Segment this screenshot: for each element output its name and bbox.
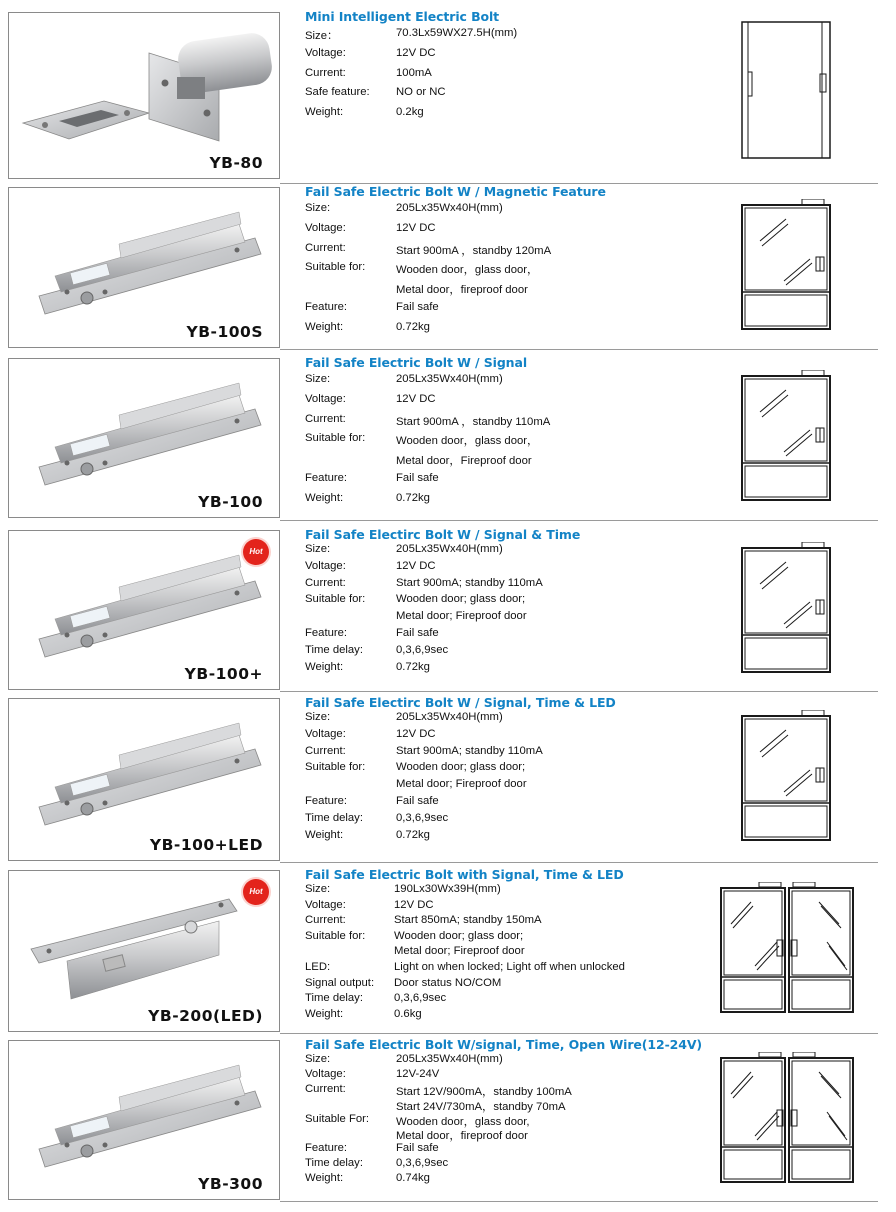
spec-value: 0.2kg (396, 106, 424, 119)
spec-value: Start 900mA; standby 110mA (396, 744, 543, 757)
spec-value: 205Lx35Wx40H(mm) (396, 711, 503, 723)
product-4 (0, 527, 896, 690)
spec-value: Metal door; Fireproof door (396, 610, 527, 623)
bolt-body-shape (149, 31, 274, 141)
spec-label: Size: (305, 373, 331, 385)
spec-label: Suitable for: (305, 593, 366, 606)
product-photo (8, 187, 280, 348)
spec-label: Weight: (305, 660, 344, 673)
model-number: YB-100+ (184, 665, 263, 683)
spec-label: Voltage: (305, 898, 346, 911)
spec-label: Size: (305, 883, 331, 895)
spec-label: Size： (305, 30, 339, 42)
spec-label: Size: (305, 1053, 331, 1065)
spec-value: 12V DC (396, 727, 436, 740)
spec-label: Voltage: (305, 221, 346, 234)
section-divider (280, 183, 878, 184)
spec-value: 100mA (396, 66, 432, 79)
hot-badge: Hot (243, 539, 269, 565)
spec-value: 190Lx30Wx39H(mm) (394, 883, 501, 895)
single-door-diagram (740, 199, 834, 331)
spec-value: Start 12V/900mA，standby 100mA (396, 1085, 572, 1098)
spec-value: 12V DC (396, 559, 436, 572)
spec-label: Feature: (305, 300, 348, 313)
spec-label: Suitable For: (305, 1112, 370, 1125)
product-title: Fail Safe Electric Bolt with Signal, Time & LED (305, 867, 624, 882)
spec-value: Fail safe (396, 626, 439, 639)
bolt-body-shape (31, 899, 237, 999)
spec-label: Suitable for: (305, 261, 366, 274)
spec-value: Fail safe (396, 794, 439, 807)
spec-label: Weight: (305, 106, 344, 119)
spec-label: Time delay: (305, 643, 363, 656)
spec-value: 205Lx35Wx40H(mm) (396, 1053, 503, 1065)
spec-label: Size: (305, 543, 331, 555)
spec-label: Current: (305, 914, 346, 927)
spec-label: Weight: (305, 1007, 344, 1020)
spec-label: Time delay: (305, 992, 363, 1005)
spec-label: Voltage: (305, 46, 346, 59)
product-7 (0, 1037, 896, 1200)
section-divider (280, 691, 878, 692)
spec-label: Size: (305, 711, 331, 723)
spec-value: 205Lx35Wx40H(mm) (396, 202, 503, 214)
spec-value: Wooden door，glass door, (396, 1115, 530, 1128)
product-1 (0, 9, 896, 179)
spec-value: 205Lx35Wx40H(mm) (396, 373, 503, 385)
spec-label: Voltage: (305, 392, 346, 405)
spec-label: Current: (305, 241, 346, 254)
spec-value: 12V DC (394, 898, 434, 911)
double-door-diagram (719, 1052, 855, 1184)
section-divider (280, 349, 878, 350)
single-door-diagram (740, 370, 834, 502)
model-number: YB-200(LED) (148, 1007, 263, 1025)
spec-label: Weight: (305, 491, 344, 504)
spec-value: Start 24V/730mA，standby 70mA (396, 1100, 566, 1113)
spec-value: 0.74kg (396, 1172, 430, 1185)
spec-value: 70.3Lx59WX27.5H(mm) (396, 27, 518, 39)
spec-value: 205Lx35Wx40H(mm) (396, 543, 503, 555)
spec-label: Signal output: (305, 976, 375, 989)
spec-value: 12V DC (396, 221, 436, 234)
spec-label: Safe feature: (305, 86, 370, 99)
product-photo (8, 530, 280, 690)
model-number: YB-100 (198, 493, 263, 511)
spec-value: 0,3,6,9sec (396, 811, 449, 824)
section-divider (280, 520, 878, 521)
product-title: Mini Intelligent Electric Bolt (305, 9, 500, 24)
product-title: Fail Safe Electric Bolt W / Magnetic Feature (305, 184, 606, 199)
spec-value: Light on when locked; Light off when unlocked (394, 960, 625, 973)
spec-value: Start 900mA ，standby 120mA (396, 244, 552, 257)
product-title: Fail Safe Electirc Bolt W / Signal & Time (305, 527, 581, 542)
product-title: Fail Safe Electric Bolt W / Signal (305, 355, 528, 370)
product-title: Fail Safe Electirc Bolt W / Signal, Time & LED (305, 695, 616, 710)
spec-label: Suitable for: (305, 929, 366, 942)
product-3 (0, 355, 896, 518)
strike-plate-shape (23, 101, 149, 139)
section-divider (280, 1033, 878, 1034)
model-number: YB-100S (186, 323, 263, 341)
spec-label: Feature: (305, 471, 348, 484)
spec-value: Start 900mA ，standby 110mA (396, 415, 551, 428)
single-door-diagram (740, 542, 834, 674)
spec-label: Suitable for: (305, 761, 366, 774)
spec-label: Weight: (305, 320, 344, 333)
spec-value: Wooden door，glass door， (396, 435, 539, 448)
spec-label: Voltage: (305, 559, 346, 572)
spec-value: Fail safe (396, 1142, 439, 1155)
spec-value: 12V-24V (396, 1067, 440, 1080)
spec-label: Feature: (305, 1142, 348, 1155)
spec-label: Weight: (305, 1172, 344, 1185)
product-photo (8, 358, 280, 518)
spec-value: Door status NO/COM (394, 976, 502, 989)
single-door-diagram (740, 710, 834, 842)
section-divider (280, 1201, 878, 1202)
spec-label: Current: (305, 744, 346, 757)
spec-label: Feature: (305, 626, 348, 639)
spec-value: Wooden door; glass door; (394, 929, 524, 942)
spec-label: LED: (305, 960, 331, 973)
spec-value: Metal door; Fireproof door (396, 778, 527, 791)
spec-value: Fail safe (396, 471, 439, 484)
spec-value: 0,3,6,9sec (394, 992, 447, 1005)
bolt-body-shape (39, 383, 261, 485)
spec-value: Metal door; Fireproof door (394, 945, 525, 958)
spec-label: Current: (305, 66, 346, 79)
spec-value: Wooden door; glass door; (396, 761, 526, 774)
spec-label: Weight: (305, 828, 344, 841)
product-photo (8, 1040, 280, 1200)
spec-value: 0.72kg (396, 660, 430, 673)
spec-value: Metal door，Fireproof door (396, 455, 532, 468)
bolt-body-shape (39, 212, 261, 314)
product-title: Fail Safe Electric Bolt W/signal, Time, Open Wire(12-24V) (305, 1037, 703, 1052)
bolt-body-shape (39, 1065, 261, 1167)
spec-value: Start 850mA; standby 150mA (394, 914, 542, 927)
section-divider (280, 862, 878, 863)
spec-value: Wooden door，glass door， (396, 264, 539, 277)
spec-label: Current: (305, 1082, 346, 1095)
product-2 (0, 184, 896, 348)
product-photo (8, 698, 280, 861)
spec-value: Start 900mA; standby 110mA (396, 576, 543, 589)
model-number: YB-300 (198, 1175, 263, 1193)
product-6 (0, 867, 896, 1032)
spec-value: Wooden door; glass door; (396, 593, 526, 606)
spec-label: Time delay: (305, 811, 363, 824)
spec-label: Suitable for: (305, 432, 366, 445)
spec-value: 0.72kg (396, 828, 430, 841)
spec-value: 0,3,6,9sec (396, 643, 449, 656)
product-photo (8, 870, 280, 1032)
spec-value: 0.72kg (396, 320, 430, 333)
spec-label: Size: (305, 202, 331, 214)
spec-value: NO or NC (396, 86, 446, 99)
spec-label: Feature: (305, 794, 348, 807)
spec-value: 12V DC (396, 392, 436, 405)
spec-value: Fail safe (396, 300, 439, 313)
spec-label: Current: (305, 412, 346, 425)
model-number: YB-100+LED (149, 836, 263, 854)
bolt-body-shape (39, 555, 261, 657)
spec-value: 0.6kg (394, 1007, 422, 1020)
spec-label: Voltage: (305, 1067, 346, 1080)
double-door-diagram (719, 882, 855, 1014)
product-5 (0, 695, 896, 861)
spec-label: Voltage: (305, 727, 346, 740)
hot-badge: Hot (243, 879, 269, 905)
spec-value: Metal door，fireproof door (396, 1130, 528, 1143)
spec-label: Current: (305, 576, 346, 589)
spec-value: 12V DC (396, 46, 436, 59)
spec-value: Metal door，fireproof door (396, 284, 528, 297)
spec-label: Time delay: (305, 1157, 363, 1170)
product-photo (8, 12, 280, 179)
spec-value: 0.72kg (396, 491, 430, 504)
bolt-body-shape (39, 723, 261, 825)
single-door-diagram (740, 20, 834, 162)
spec-value: 0,3,6,9sec (396, 1157, 449, 1170)
model-number: YB-80 (209, 154, 263, 172)
